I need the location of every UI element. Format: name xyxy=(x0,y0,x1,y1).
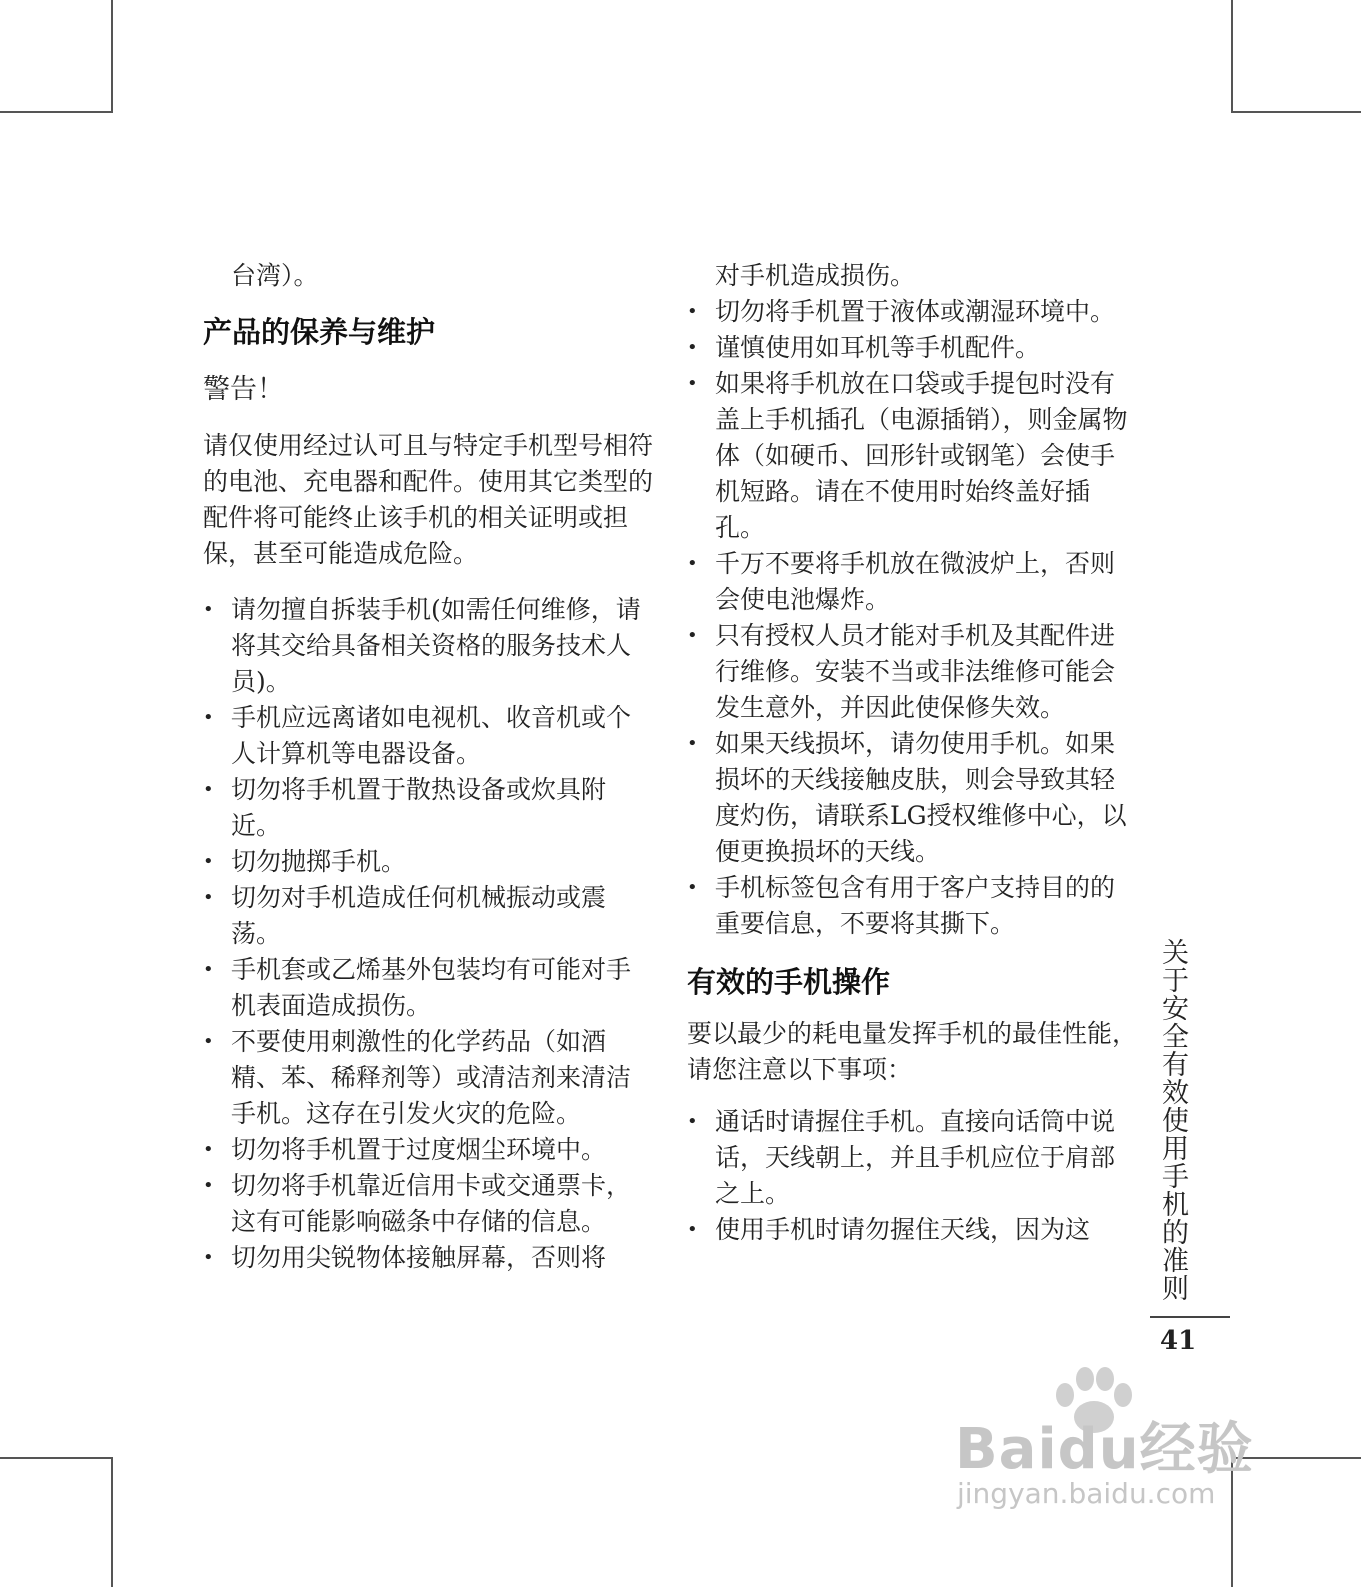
list-item: • 只有授权人员才能对手机及其配件进行维修。安装不当或非法维修可能会发生意外，并因此使保修失效。 xyxy=(687,618,1137,726)
list-item: • 切勿将手机置于液体或潮湿环境中。 xyxy=(687,294,1137,330)
crop-mark-top-right-v xyxy=(1231,0,1233,113)
list-item: • 不要使用刺激性的化学药品（如酒精、苯、稀释剂等）或清洁剂来清洁手机。这存在引发火灾的危险。 xyxy=(203,1024,653,1132)
crop-mark-top-right-h xyxy=(1231,111,1361,113)
continued-text: 对手机造成损伤。 xyxy=(715,261,916,290)
side-divider xyxy=(1150,1316,1230,1318)
list-item: • 切勿将手机置于过度烟尘环境中。 xyxy=(203,1132,653,1168)
list-item: • 谨慎使用如耳机等手机配件。 xyxy=(687,330,1137,366)
right-column xyxy=(687,258,1137,1248)
watermark-logo: Baidu经验 xyxy=(955,1417,1254,1482)
watermark-url: jingyan.baidu.com xyxy=(957,1477,1216,1510)
page-number: 41 xyxy=(1160,1326,1197,1356)
crop-mark-top-left-h xyxy=(0,111,113,113)
list-item: • 切勿用尖锐物体接触屏幕，否则将 xyxy=(203,1240,653,1276)
watermark xyxy=(955,1365,1265,1525)
care-bullet-list-continued xyxy=(687,294,1137,942)
list-item: • 切勿对手机造成任何机械振动或震荡。 xyxy=(203,880,653,952)
section-heading-care: 产品的保养与维护 xyxy=(203,315,436,349)
list-item: • 手机应远离诸如电视机、收音机或个人计算机等电器设备。 xyxy=(203,700,653,772)
warning-label: 警告！ xyxy=(203,374,284,405)
left-column xyxy=(203,258,653,1276)
chapter-side-label: 关于安全有效使用手机的准则 xyxy=(1157,938,1188,1302)
list-item: • 千万不要将手机放在微波炉上，否则会使电池爆炸。 xyxy=(687,546,1137,618)
list-item: • 如果将手机放在口袋或手提包时没有盖上手机插孔（电源插销），则金属物体（如硬币、回形针或钢笔）会使手机短路。请在不使用时始终盖好插孔。 xyxy=(687,366,1137,546)
care-bullet-list xyxy=(203,592,653,1276)
crop-mark-bottom-left-h xyxy=(0,1457,113,1459)
list-item: • 手机标签包含有用于客户支持目的的重要信息，不要将其撕下。 xyxy=(687,870,1137,942)
care-paragraph: 请仅使用经过认可且与特定手机型号相符的电池、充电器和配件。使用其它类型的配件将可能终止该手机的相关证明或担保，甚至可能造成危险。 xyxy=(203,431,654,568)
list-item: • 切勿将手机置于散热设备或炊具附近。 xyxy=(203,772,653,844)
list-item: • 切勿抛掷手机。 xyxy=(203,844,653,880)
list-item: • 请勿擅自拆装手机(如需任何维修，请将其交给具备相关资格的服务技术人员)。 xyxy=(203,592,653,700)
operation-paragraph: 要以最少的耗电量发挥手机的最佳性能，请您注意以下事项： xyxy=(687,1019,1138,1084)
list-item: • 如果天线损坏，请勿使用手机。如果损坏的天线接触皮肤，则会导致其轻度灼伤，请联系LG授权维修中心，以便更换损坏的天线。 xyxy=(687,726,1137,870)
operation-bullet-list xyxy=(687,1104,1137,1248)
continued-text: 台湾）。 xyxy=(231,261,319,290)
list-item: • 通话时请握住手机。直接向话筒中说话，天线朝上，并且手机应位于肩部之上。 xyxy=(687,1104,1137,1212)
list-item: • 切勿将手机靠近信用卡或交通票卡，这有可能影响磁条中存储的信息。 xyxy=(203,1168,653,1240)
list-item: • 手机套或乙烯基外包装均有可能对手机表面造成损伤。 xyxy=(203,952,653,1024)
section-heading-operation: 有效的手机操作 xyxy=(687,965,891,999)
crop-mark-top-left-v xyxy=(111,0,113,113)
list-item: • 使用手机时请勿握住天线，因为这 xyxy=(687,1212,1137,1248)
crop-mark-bottom-left-v xyxy=(111,1457,113,1587)
